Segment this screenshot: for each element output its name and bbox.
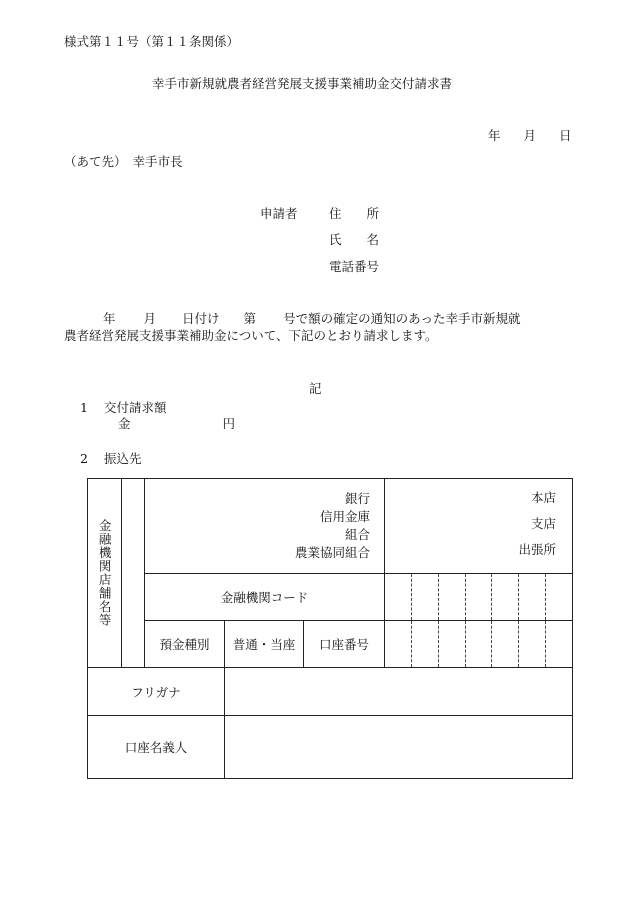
institution-label-cell	[88, 479, 122, 668]
account-number-input-cell[interactable]	[385, 621, 573, 668]
furigana-label-cell	[88, 668, 225, 716]
institution-type-bank: 銀行	[345, 491, 371, 506]
deposit-type-options-cell[interactable]	[225, 621, 304, 668]
account-digit-box[interactable]	[438, 621, 465, 667]
item2	[80, 453, 141, 466]
account-digit-box[interactable]	[385, 621, 411, 667]
addressee-label: （あて先）	[64, 154, 127, 169]
account-holder-input-cell[interactable]	[225, 716, 573, 779]
amount-line	[118, 418, 235, 431]
body-month: 月	[143, 311, 157, 326]
branch-type-main: 本店	[531, 490, 557, 505]
body-year: 年	[103, 311, 116, 326]
account-digit-box[interactable]	[491, 621, 518, 667]
account-holder-label: 口座名義人	[124, 740, 188, 755]
deposit-type-label-cell	[145, 621, 225, 668]
branch-type-branch: 支店	[531, 516, 557, 531]
amount-unit: 円	[222, 416, 236, 431]
item2-number: 2	[80, 451, 88, 466]
spacer-cell	[122, 479, 145, 668]
institution-type-nokyo: 農業協同組合	[295, 545, 371, 560]
body-no: 第	[243, 311, 257, 326]
body-line-2: 農者経営発展支援事業補助金について、下記のとおり請求します。	[64, 328, 438, 343]
body-rest: 号で額の確定の通知のあった幸手市新規就	[283, 311, 521, 326]
item1-number: 1	[80, 400, 88, 415]
date-day-label: 日	[559, 128, 572, 143]
institution-type-shinkin: 信用金庫	[320, 509, 371, 524]
code-digit-boxes[interactable]	[385, 574, 572, 620]
bank-transfer-table	[87, 478, 573, 779]
code-digit-box[interactable]	[411, 574, 438, 620]
account-number-label: 口座番号	[319, 637, 370, 652]
deposit-type-options: 普通・当座	[232, 637, 296, 652]
applicant-phone-label: 電話番号	[329, 259, 380, 274]
account-digit-box[interactable]	[411, 621, 438, 667]
account-holder-label-cell	[88, 716, 225, 779]
code-digit-box[interactable]	[438, 574, 465, 620]
ki-heading: 記	[309, 381, 322, 396]
institution-label: 金融機関店舗名等	[97, 519, 113, 627]
body-day: 日付け	[182, 311, 220, 326]
code-label: 金融機関コード	[220, 590, 309, 605]
applicant-label: 申請者	[260, 206, 298, 221]
code-digit-box[interactable]	[491, 574, 518, 620]
item1-label: 交付請求額	[103, 400, 167, 415]
code-digit-box[interactable]	[518, 574, 545, 620]
furigana-label: フリガナ	[131, 684, 181, 700]
account-number-label-cell	[304, 621, 385, 668]
date-line	[488, 130, 572, 143]
code-digit-box[interactable]	[465, 574, 492, 620]
account-digit-box[interactable]	[465, 621, 492, 667]
furigana-input-cell[interactable]	[225, 668, 573, 716]
date-year-label: 年	[488, 128, 501, 143]
body-line-1	[103, 313, 520, 326]
item2-label: 振込先	[103, 451, 142, 466]
applicant-name-label: 氏 名	[329, 232, 380, 247]
branch-name-cell[interactable]	[385, 479, 573, 574]
code-input-cell[interactable]	[385, 574, 573, 621]
institution-name-cell[interactable]	[145, 479, 385, 574]
account-digit-box[interactable]	[545, 621, 572, 667]
account-digit-box[interactable]	[518, 621, 545, 667]
account-digit-boxes[interactable]	[385, 621, 572, 667]
addressee	[64, 156, 183, 169]
addressee-name: 幸手市長	[132, 154, 183, 169]
institution-type-kumiai: 組合	[345, 527, 371, 542]
code-digit-box[interactable]	[545, 574, 572, 620]
code-digit-box[interactable]	[385, 574, 411, 620]
branch-type-office: 出張所	[518, 542, 557, 557]
item1	[80, 402, 166, 415]
date-month-label: 月	[523, 128, 537, 143]
code-label-cell	[145, 574, 385, 621]
amount-prefix: 金	[118, 416, 131, 431]
page-title: 幸手市新規就農者経営発展支援事業補助金交付請求書	[152, 76, 453, 91]
applicant-address-label: 住 所	[329, 206, 380, 221]
form-number: 様式第１１号（第１１条関係）	[64, 34, 240, 49]
deposit-type-label: 預金種別	[159, 637, 210, 652]
